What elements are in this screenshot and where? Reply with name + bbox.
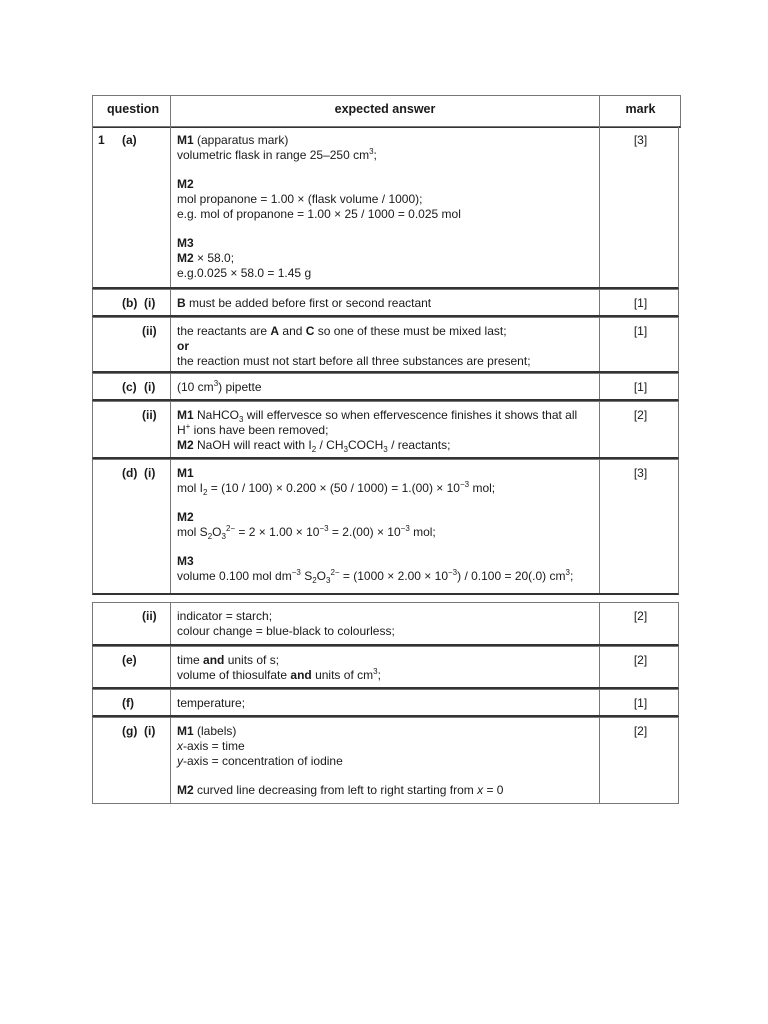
table-row — [92, 289, 679, 317]
mark-value: [2] — [633, 653, 648, 667]
answer-line: indicator = starch; — [177, 609, 273, 623]
question-part: (f) — [122, 696, 134, 710]
answer-line: y-axis = concentration of iodine — [177, 754, 343, 768]
table-row — [92, 401, 679, 459]
mark-value: [2] — [633, 724, 648, 738]
answer-line: M3 — [177, 554, 194, 568]
mark-value: [1] — [633, 380, 648, 394]
answer-line: M2 × 58.0; — [177, 251, 235, 265]
answer-line: e.g.0.025 × 58.0 = 1.45 g — [177, 266, 312, 280]
answer-text — [177, 380, 262, 395]
answer-line: M1 (apparatus mark) — [177, 133, 289, 147]
question-subpart: (ii) — [142, 324, 157, 338]
question-part: (d) — [122, 466, 138, 480]
question-subpart: (ii) — [142, 408, 157, 422]
answer-line: M1 NaHCO$_3$ will effervesce so when effervescence finishes it shows that all — [177, 408, 578, 424]
answer-line: temperature; — [177, 696, 246, 710]
table-row — [92, 317, 679, 373]
mark-value: [3] — [633, 466, 648, 480]
question-subpart: (i) — [144, 724, 156, 738]
answer-line: mol $I_2 = (10 / 100) \times 0.200 \times (50 / 1000) = 1.(00) \times 10^{-3}$ mol; — [177, 480, 496, 497]
header-expected-answer: expected answer — [334, 102, 436, 116]
question-part: (e) — [122, 653, 137, 667]
answer-text — [177, 696, 245, 711]
answer-line: or — [177, 339, 189, 353]
answer-line: volumetric flask in range 25–250 $cm^3$; — [177, 147, 377, 162]
line-gap — [177, 496, 573, 510]
line-gap — [177, 540, 573, 554]
answer-line: mol propanone = 1.00 × (flask volume / 1000); — [177, 192, 423, 206]
mark-value: [2] — [633, 408, 648, 422]
answer-line: volume of thiosulfate and units of $cm^3$; — [177, 667, 381, 682]
answer-line: x-axis = time — [177, 739, 245, 753]
question-subpart: (ii) — [142, 609, 157, 623]
answer-line: B must be added before first or second reactant — [177, 296, 432, 310]
answer-line: M1 (labels) — [177, 724, 237, 738]
answer-line: the reactants are A and C so one of these must be mixed last; — [177, 324, 507, 338]
answer-line: H+ ions have been removed; — [177, 422, 329, 437]
answer-text — [177, 133, 461, 281]
header-mark: mark — [625, 102, 656, 116]
answer-line: M3 — [177, 236, 194, 250]
answer-line: M2 — [177, 510, 194, 524]
table-row — [92, 689, 679, 717]
table-row — [92, 373, 679, 401]
answer-line: M2 curved line decreasing from left to right starting from x = 0 — [177, 783, 504, 797]
answer-line: mol $S_2O_3^{2-} = 2 \times 1.00 \times 10^{-3} = 2.(00) \times 10^{-3}$ mol; — [177, 524, 436, 541]
mark-value: [1] — [633, 296, 648, 310]
table-row — [92, 646, 679, 689]
answer-text — [177, 324, 531, 369]
answer-line: M1 — [177, 466, 194, 480]
answer-line: volume 0.100 mol $dm^{-3}$ $S_2O_3^{2-} = (1000 \times 2.00 \times 10^{-3}) / 0.100 = 20(.0)$ $cm^3$; — [177, 568, 574, 585]
answer-line: e.g. mol of propanone = 1.00 × 25 / 1000 = 0.025 mol — [177, 207, 461, 221]
answer-text — [177, 653, 381, 683]
answer-line: the reaction must not start before all three substances are present; — [177, 354, 531, 368]
question-part: (b) — [122, 296, 138, 310]
line-gap — [177, 769, 503, 783]
question-subpart: (i) — [144, 380, 156, 394]
line-gap — [177, 222, 461, 236]
table-row — [92, 126, 679, 289]
mark-value: [3] — [633, 133, 648, 147]
mark-value: [1] — [633, 324, 648, 338]
answer-line: (10 $cm^3$) pipette — [177, 379, 262, 394]
answer-line: time and units of s; — [177, 653, 280, 667]
question-part: (g) — [122, 724, 138, 738]
mark-value: [1] — [633, 696, 648, 710]
question-number: 1 — [98, 133, 105, 147]
answer-text — [177, 408, 577, 453]
question-subpart: (i) — [144, 466, 156, 480]
mark-value: [2] — [633, 609, 648, 623]
answer-line: colour change = blue-black to colourless; — [177, 624, 395, 638]
answer-text — [177, 724, 503, 798]
table-header-row — [92, 95, 681, 128]
table-row — [92, 717, 679, 804]
question-part: (c) — [122, 380, 137, 394]
question-part: (a) — [122, 133, 137, 147]
answer-text — [177, 296, 431, 311]
table-row — [92, 602, 679, 646]
header-question: question — [107, 102, 160, 116]
answer-line: M2 — [177, 177, 194, 191]
answer-text — [177, 466, 573, 584]
question-subpart: (i) — [144, 296, 156, 310]
table-row — [92, 459, 679, 595]
line-gap — [177, 163, 461, 177]
answer-line: M2 NaOH will react with $I_2$ / $CH_3COCH_3$ / reactants; — [177, 438, 451, 454]
answer-text — [177, 609, 395, 639]
